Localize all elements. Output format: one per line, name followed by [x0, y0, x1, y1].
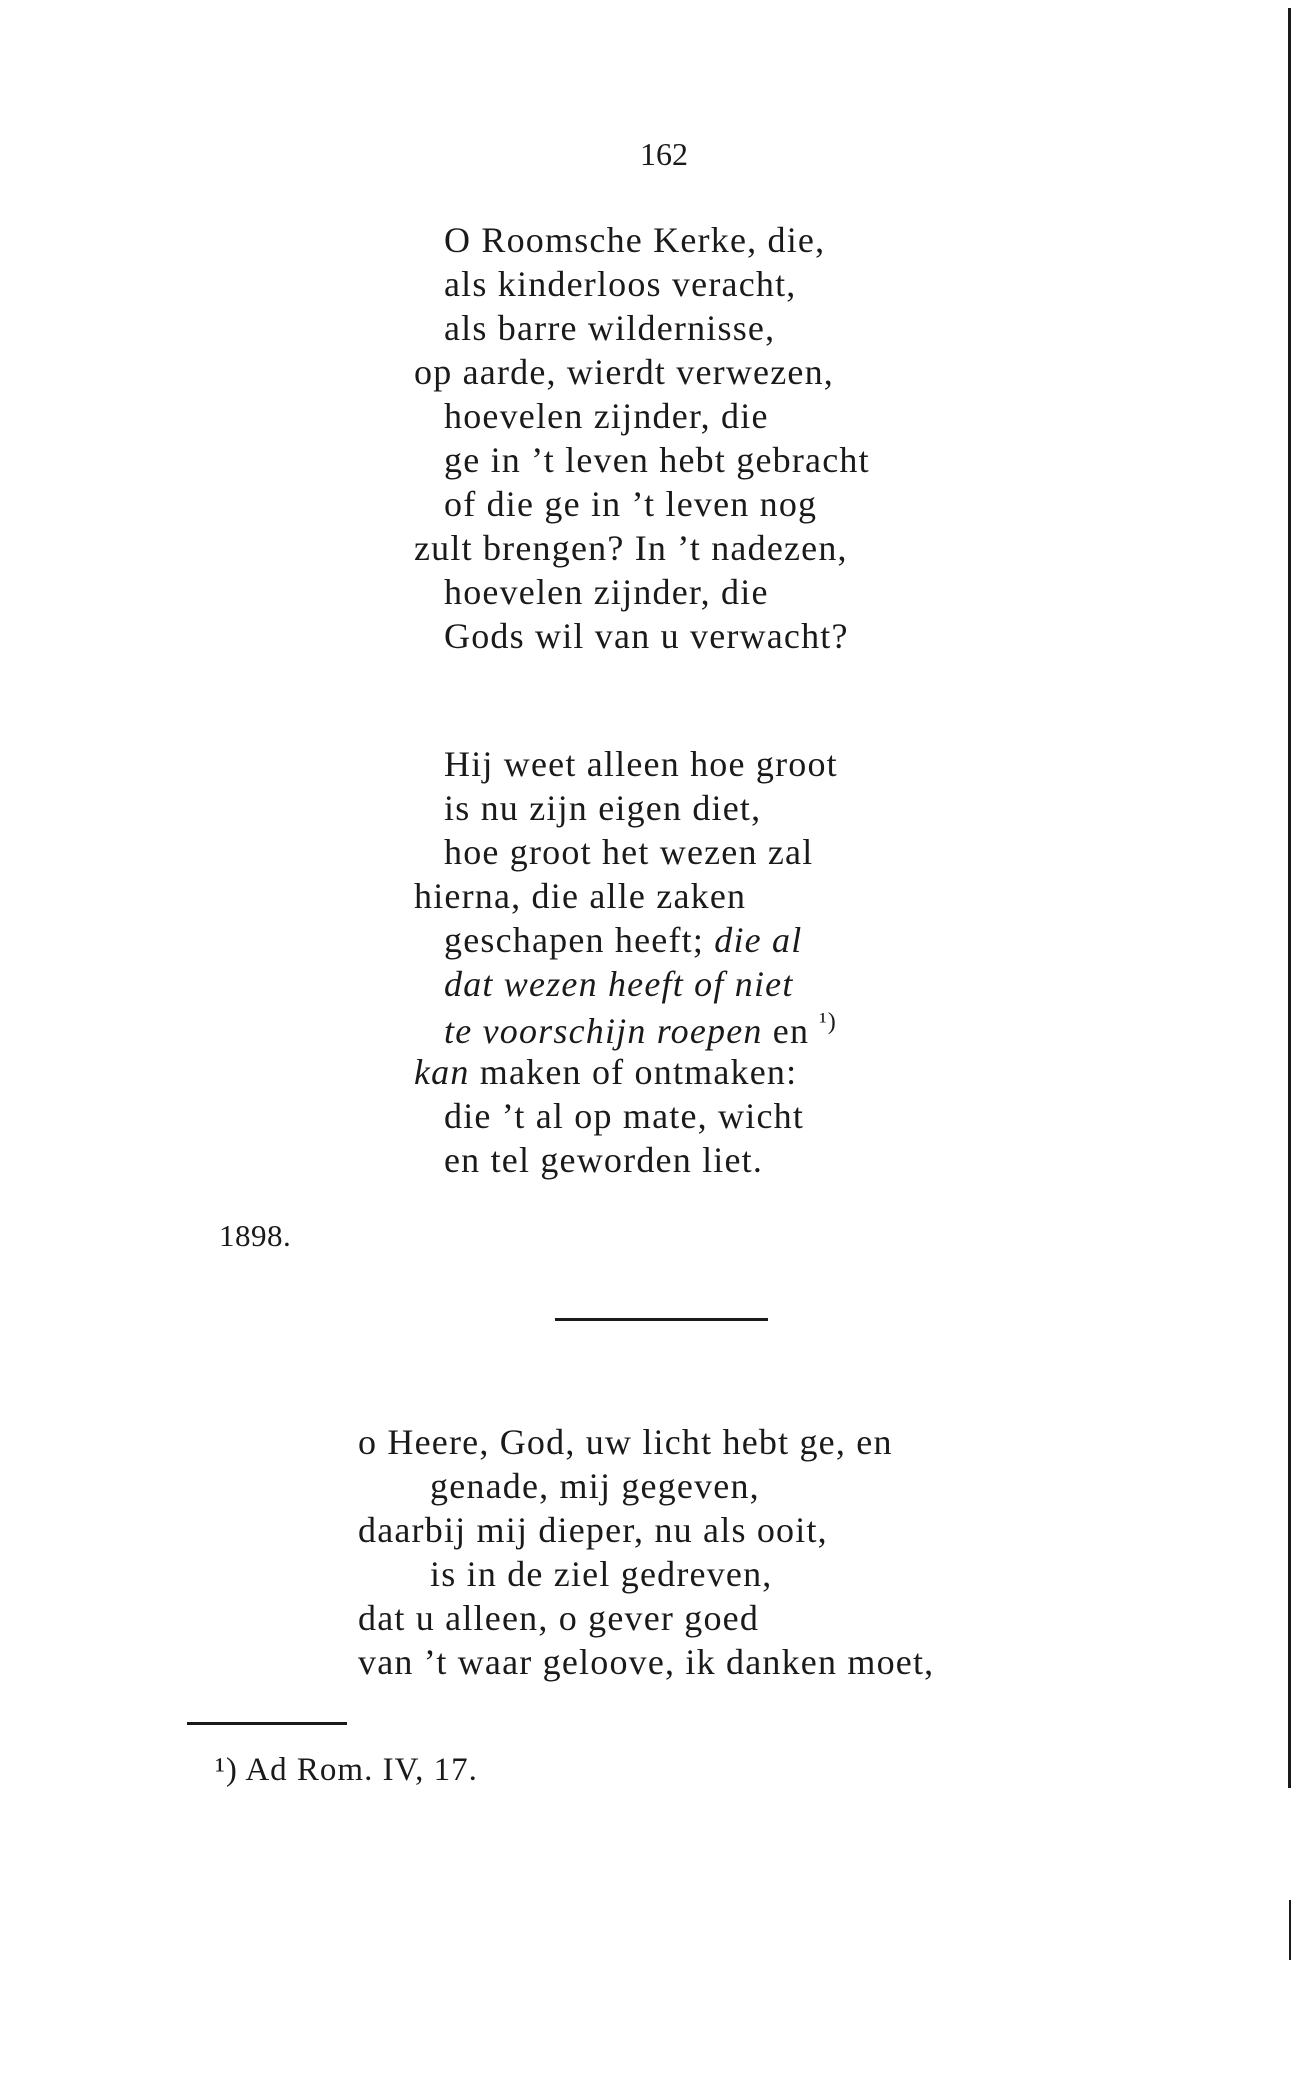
- poem-line: o Heere, God, uw licht hebt ge, en: [358, 1422, 893, 1462]
- poem-line: Hij weet alleen hoe groot: [444, 744, 838, 784]
- footnote-text: Ad Rom. IV, 17.: [237, 1752, 478, 1788]
- poem-date: 1898.: [219, 1218, 292, 1253]
- poem-line: hoevelen zijnder, die: [444, 396, 769, 436]
- poem-line: [444, 1010, 837, 1049]
- page-edge-line: [1288, 8, 1291, 1788]
- poem-line: op aarde, wierdt verwezen,: [414, 352, 834, 392]
- poem-line: zult brengen? In ’t nadezen,: [414, 528, 848, 568]
- poem-line: of die ge in ’t leven nog: [444, 484, 818, 524]
- poem-line: [444, 922, 802, 958]
- poem-line: hoevelen zijnder, die: [444, 572, 769, 612]
- italic-text: kan: [414, 1052, 470, 1092]
- poem-line: daarbij mij dieper, nu als ooit,: [358, 1510, 828, 1550]
- poem-line: [414, 1054, 797, 1090]
- italic-text: te voorschijn roepen: [444, 1011, 763, 1051]
- roman-text: maken of ontmaken:: [469, 1052, 798, 1092]
- page-edge-mark: [1289, 1900, 1291, 1960]
- poem-line: genade, mij gegeven,: [430, 1466, 760, 1506]
- footnote-divider: [187, 1722, 347, 1725]
- footnote-marker: ¹): [215, 1752, 238, 1788]
- poem-line: O Roomsche Kerke, die,: [444, 220, 826, 260]
- poem-line: hoe groot het wezen zal: [444, 832, 814, 872]
- poem-line: van ’t waar geloove, ik danken moet,: [358, 1642, 935, 1682]
- poem-line: dat wezen heeft of niet: [444, 964, 794, 1004]
- footnote-reference: ¹): [819, 1009, 837, 1035]
- roman-text: geschapen heeft;: [444, 920, 715, 960]
- footnote: [215, 1752, 478, 1789]
- poem-line: is in de ziel gedreven,: [430, 1554, 773, 1594]
- poem-line: als kinderloos veracht,: [444, 264, 797, 304]
- poem-line: hierna, die alle zaken: [414, 876, 747, 916]
- poem-line: die ’t al op mate, wicht: [444, 1096, 805, 1136]
- roman-text: en: [762, 1011, 820, 1051]
- poem-line: en tel geworden liet.: [444, 1140, 764, 1180]
- poem-line: is nu zijn eigen diet,: [444, 788, 762, 828]
- poem-line: ge in ’t leven hebt gebracht: [444, 440, 870, 480]
- page-number: 162: [640, 136, 688, 172]
- italic-text: die al: [714, 920, 803, 960]
- poem-line: dat u alleen, o gever goed: [358, 1598, 760, 1638]
- poem-line: Gods wil van u verwacht?: [444, 616, 849, 656]
- poem-line: als barre wildernisse,: [444, 308, 776, 348]
- section-divider: [555, 1318, 768, 1321]
